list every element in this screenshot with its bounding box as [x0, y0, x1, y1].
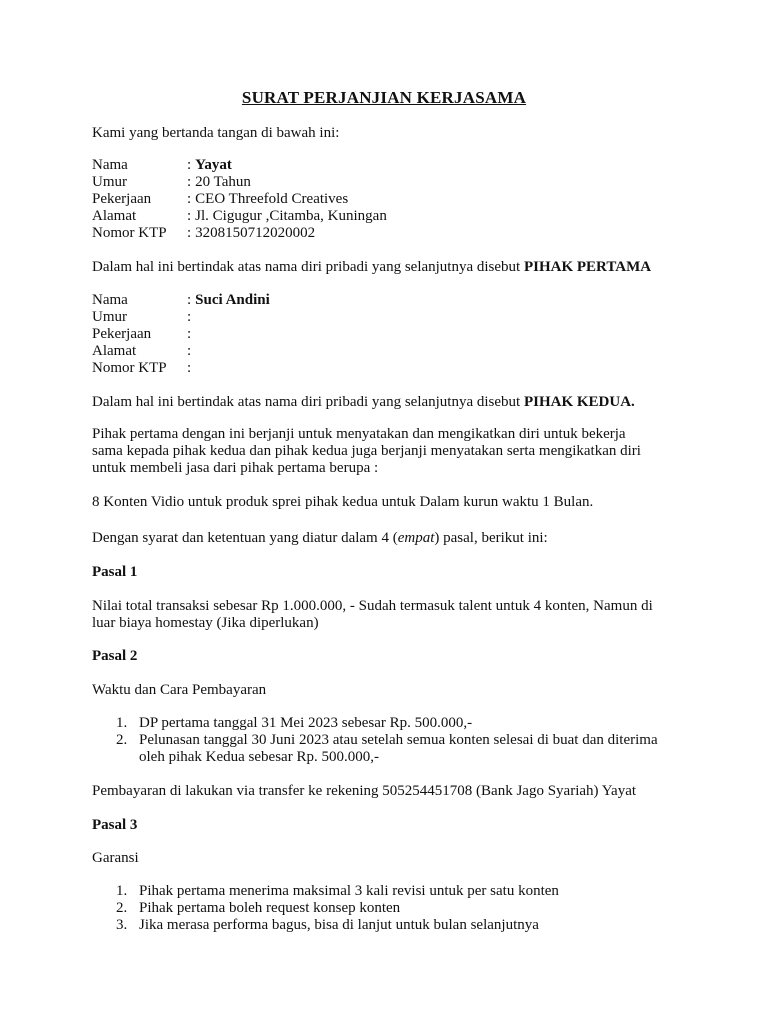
- list-item: [92, 732, 732, 766]
- field-label: Pekerjaan: [92, 191, 152, 207]
- list-number: 2.: [116, 732, 128, 748]
- pasal2-subtitle: Waktu dan Cara Pembayaran: [92, 682, 267, 698]
- list-item-text: oleh pihak Kedua sebesar Rp. 500.000,-: [139, 749, 379, 765]
- field-value-alamat: Jl. Cigugur ,Citamba, Kuningan: [195, 208, 387, 224]
- agreement-line: untuk membeli jasa dari pihak pertama berupa :: [92, 460, 379, 476]
- field-label: Nomor KTP: [92, 225, 167, 241]
- party1-row-nama: [92, 157, 387, 174]
- agreement-line: Pihak pertama dengan ini berjanji untuk menyatakan dan mengikatkan diri untuk bekerja: [92, 426, 626, 442]
- pasal1-body: [92, 598, 732, 632]
- party1-identity-table: [92, 157, 387, 242]
- field-label: Umur: [92, 309, 127, 325]
- party1-row-ktp: [92, 225, 387, 242]
- field-separator: :: [187, 326, 192, 342]
- field-separator: :: [187, 191, 192, 207]
- party2-row-nama: [92, 292, 270, 309]
- party2-row-umur: [92, 309, 270, 326]
- intro-text: Kami yang bertanda tangan di bawah ini:: [92, 125, 340, 141]
- field-separator: :: [187, 174, 192, 190]
- field-value-ktp: [195, 360, 270, 377]
- agreement-paragraph: [92, 426, 732, 477]
- field-value-umur: 20 Tahun: [195, 174, 251, 190]
- field-separator: :: [187, 157, 192, 173]
- list-item: [92, 917, 732, 934]
- list-item-text: Pihak pertama boleh request konsep konten: [139, 900, 401, 916]
- field-value-pekerjaan: CEO Threefold Creatives: [195, 191, 349, 207]
- field-label: Nomor KTP: [92, 360, 167, 376]
- field-value-ktp: 3208150712020002: [195, 225, 316, 241]
- pasal3-list: [92, 883, 732, 934]
- terms-intro: Dengan syarat dan ketentuan yang diatur dalam 4 (empat) pasal, berikut ini:: [92, 530, 548, 546]
- pasal3-subtitle: Garansi: [92, 850, 139, 866]
- party2-role: PIHAK KEDUA.: [523, 394, 635, 410]
- field-label: Umur: [92, 174, 127, 190]
- field-label: Pekerjaan: [92, 326, 152, 342]
- party2-statement: Dalam hal ini bertindak atas nama diri pribadi yang selanjutnya disebut PIHAK KEDUA.: [92, 394, 635, 410]
- pasal1-line: luar biaya homestay (Jika diperlukan): [92, 615, 319, 631]
- party2-row-alamat: [92, 343, 270, 360]
- party2-row-pekerjaan: [92, 326, 270, 343]
- list-item-text: Pihak pertama menerima maksimal 3 kali revisi untuk per satu konten: [139, 883, 559, 899]
- list-number: 3.: [116, 917, 128, 933]
- field-separator: :: [187, 309, 192, 325]
- field-separator: :: [187, 208, 192, 224]
- party1-row-alamat: [92, 208, 387, 225]
- agreement-line: sama kepada pihak kedua dan pihak kedua juga berjanji menyatakan serta mengikatkan diri: [92, 443, 641, 459]
- pasal1-heading: Pasal 1: [92, 564, 138, 580]
- field-label: Alamat: [92, 343, 137, 359]
- field-value-alamat: [195, 343, 270, 360]
- field-separator: :: [187, 360, 192, 376]
- list-number: 1.: [116, 715, 128, 731]
- field-value-nama: Yayat: [195, 157, 232, 173]
- list-item: [92, 883, 732, 900]
- pasal2-heading: Pasal 2: [92, 648, 138, 664]
- party2-row-ktp: [92, 360, 270, 377]
- field-separator: :: [187, 225, 192, 241]
- field-separator: :: [187, 343, 192, 359]
- party1-role: PIHAK PERTAMA: [523, 259, 652, 275]
- list-item: [92, 900, 732, 917]
- field-label: Nama: [92, 292, 128, 308]
- list-item-text: Jika merasa performa bagus, bisa di lanjut untuk bulan selanjutnya: [139, 917, 539, 933]
- field-value-pekerjaan: [195, 326, 270, 343]
- pasal2-list: [92, 715, 732, 766]
- pasal1-line: Nilai total transaksi sebesar Rp 1.000.000, - Sudah termasuk talent untuk 4 konten, Namun di: [92, 598, 653, 614]
- field-separator: :: [187, 292, 192, 308]
- document-title: SURAT PERJANJIAN KERJASAMA: [241, 88, 527, 107]
- party1-row-umur: [92, 174, 387, 191]
- list-number: 2.: [116, 900, 128, 916]
- field-value-umur: [195, 309, 270, 326]
- service-description: 8 Konten Vidio untuk produk sprei pihak kedua untuk Dalam kurun waktu 1 Bulan.: [92, 494, 594, 510]
- field-label: Alamat: [92, 208, 137, 224]
- party1-row-pekerjaan: [92, 191, 387, 208]
- list-number: 1.: [116, 883, 128, 899]
- field-label: Nama: [92, 157, 128, 173]
- list-item: [92, 715, 732, 732]
- list-item-text: DP pertama tanggal 31 Mei 2023 sebesar Rp. 500.000,-: [139, 715, 473, 731]
- list-item-text: Pelunasan tanggal 30 Juni 2023 atau setelah semua konten selesai di buat dan diterima: [139, 732, 658, 748]
- party1-statement: Dalam hal ini bertindak atas nama diri pribadi yang selanjutnya disebut PIHAK PERTAMA: [92, 259, 652, 275]
- field-value-nama: Suci Andini: [195, 292, 270, 308]
- pasal3-heading: Pasal 3: [92, 817, 138, 833]
- payment-info: Pembayaran di lakukan via transfer ke rekening 505254451708 (Bank Jago Syariah) Yayat: [92, 783, 637, 799]
- party2-identity-table: [92, 292, 270, 377]
